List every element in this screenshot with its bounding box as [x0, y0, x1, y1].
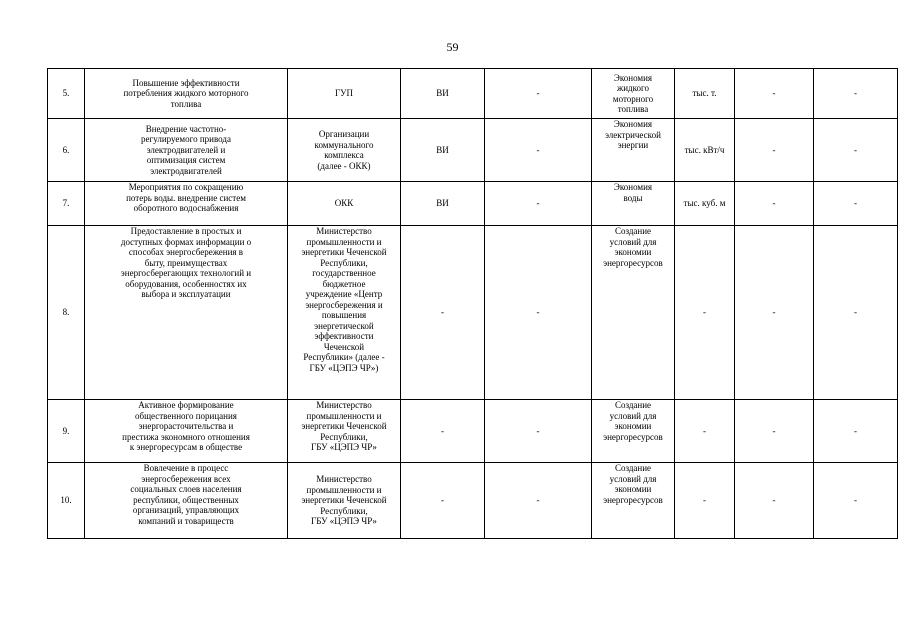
measure-text: Повышение эффективности потребления жидкого моторного топлива: [123, 77, 249, 109]
value-1: -: [735, 463, 814, 539]
executor-text: Организации коммунального комплекса (далее - ОКК): [314, 129, 374, 171]
row-number: 9.: [48, 400, 85, 463]
value-1: -: [735, 69, 814, 119]
value-2: -: [814, 119, 898, 182]
result-text: Создание условий для экономии энергоресурсов: [603, 226, 663, 268]
executor-text: ГУП: [334, 88, 354, 99]
value-1: -: [735, 400, 814, 463]
col4-value: -: [485, 400, 592, 463]
table-row: [48, 226, 898, 400]
executor-text: Министерство промышленности и энергетики Чеченской Республики, ГБУ «ЦЭПЭ ЧР»: [301, 400, 387, 452]
row-number: 6.: [48, 119, 85, 182]
value-1: -: [735, 226, 814, 400]
result-text: Создание условий для экономии энергоресурсов: [603, 463, 663, 505]
value-2: -: [814, 182, 898, 226]
value-2: -: [814, 226, 898, 400]
result-text: Экономия электрической энергии: [605, 119, 661, 150]
funding-source: ВИ: [401, 69, 485, 119]
result-text: Экономия воды: [613, 182, 653, 203]
measure-text: Активное формирование общественного порицания энергорасточительства и престижа экономного отношения к энергоресурсам в обществе: [122, 400, 250, 452]
unit-text: -: [675, 400, 735, 463]
result-text: Экономия жидкого моторного топлива: [612, 72, 654, 114]
value-2: -: [814, 463, 898, 539]
funding-source: -: [401, 463, 485, 539]
unit-text: тыс. кВт/ч: [675, 119, 735, 182]
unit-text: тыс. куб. м: [675, 182, 735, 226]
measure-text: Внедрение частотно- регулируемого привода электродвигателей и оптимизация систем электродвигателей: [141, 123, 231, 176]
table-row: [48, 119, 898, 182]
col4-value: -: [485, 69, 592, 119]
unit-text: -: [675, 226, 735, 400]
funding-source: -: [401, 226, 485, 400]
row-number: 8.: [48, 226, 85, 400]
funding-source: ВИ: [401, 182, 485, 226]
page-number: 59: [446, 40, 459, 54]
result-text: Создание условий для экономии энергоресурсов: [603, 400, 663, 442]
measures-table: [47, 68, 898, 539]
col4-value: -: [485, 119, 592, 182]
col4-value: -: [485, 182, 592, 226]
row-number: 5.: [48, 69, 85, 119]
executor-text: Министерство промышленности и энергетики Чеченской Республики, ГБУ «ЦЭПЭ ЧР»: [301, 474, 387, 527]
value-1: -: [735, 119, 814, 182]
executor-text: ОКК: [288, 182, 401, 226]
executor-text: Министерство промышленности и энергетики Чеченской Республики, государственное бюджетное учреждение «Центр энергосбережения и повышения энергетической эффективности Чеченской Республики» (далее - ГБУ «ЦЭПЭ ЧР»): [301, 226, 387, 373]
value-2: -: [814, 69, 898, 119]
table-row: [48, 69, 898, 119]
row-number: 7.: [48, 182, 85, 226]
table-row: [48, 400, 898, 463]
unit-text: тыс. т.: [675, 69, 735, 119]
value-2: -: [814, 400, 898, 463]
measure-text: Мероприятия по сокращению потерь воды. внедрение систем оборотного водоснабжения: [126, 182, 246, 213]
measure-text: Вовлечение в процесс энергосбережения всех социальных слоев населения республики, общественных организаций, управляющих компаний и товариществ: [130, 463, 242, 526]
col4-value: -: [485, 226, 592, 400]
table-row: [48, 182, 898, 226]
funding-source: -: [401, 400, 485, 463]
table-row: [48, 463, 898, 539]
col4-value: -: [485, 463, 592, 539]
funding-source: ВИ: [401, 119, 485, 182]
value-1: -: [735, 182, 814, 226]
unit-text: -: [675, 463, 735, 539]
measure-text: Предоставление в простых и доступных формах информации о способах энергосбережения в быту, преимуществах энергосберегающих технологий и оборудования, особенностях их выбора и эксплуатации: [120, 226, 252, 299]
row-number: 10.: [48, 463, 85, 539]
